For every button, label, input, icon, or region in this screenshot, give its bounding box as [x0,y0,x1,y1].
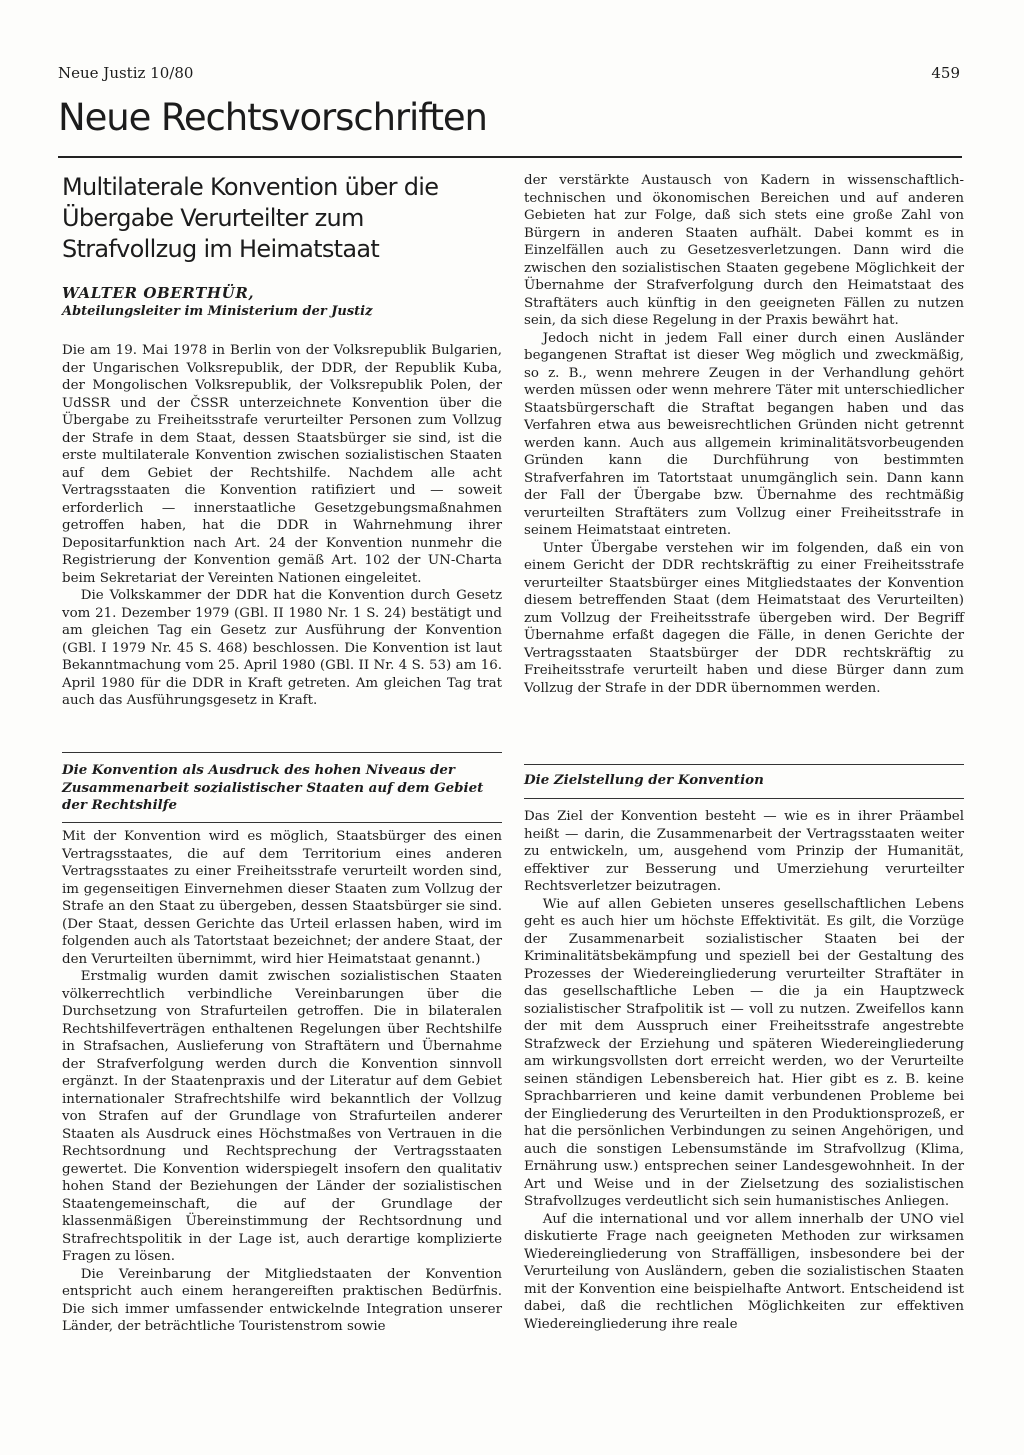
paragraph: Erstmalig wurden damit zwischen sozialistischen Staaten völkerrechtlich verbindliche Vereinbarungen über die Durchsetzung von Strafurteilen getroffen. Die in bilateralen Rechtshilfeverträgen enthaltenen Regelungen über Rechtshilfe in Strafsachen, Auslieferung von Straftätern und Übernahme der Strafverfolgung werden durch die Konvention sinnvoll ergänzt. In der Staatenpraxis und der Literatur auf dem Gebiet internationaler Strafrechtshilfe wird bekanntlich der Vollzug von Strafen auf der Grundlage von Strafurteilen anderer Staaten als Ausdruck eines Höchstmaßes von Vertrauen in die Rechtsordnung und Rechtsprechung der Vertragsstaaten gewertet. Die Konvention widerspiegelt insofern den qualitativ hohen Stand der Beziehungen der Länder der sozialistischen Staatengemeinschaft, die auf der Grundlage der klassenmäßigen Übereinstimmung der Rechtsordnung und Strafrechtspolitik in der Lage ist, auch derartige komplizierte Fragen zu lösen. [62,969,502,1264]
left-body [62,828,502,1336]
running-header: Neue Justiz 10/80 [58,64,194,82]
right-top [524,172,964,697]
section-rule [58,156,962,158]
right-body [524,808,964,1333]
paragraph: Die Vereinbarung der Mitgliedstaaten der Konvention entspricht auch einem herangereiften praktischen Bedürfnis. Die sich immer umfassender entwickelnde Integration unserer Länder, der beträchtliche Touristenstrom sowie [62,1266,502,1334]
page-number: 459 [931,64,960,82]
paragraph: der verstärkte Austausch von Kadern in wissenschaftlich-technischen und ökonomischen Bereichen und auf anderen Gebieten hat zur Folge, daß sich stets eine große Zahl von Bürgern in anderen Staaten aufhält. Dabei kommt es in Einzelfällen auch zu Gesetzesverletzungen. Dann wird die zwischen den sozialistischen Staaten gegebene Möglichkeit der Übernahme der Strafverfolgung durch den Heimatstaat des Straftäters auch künftig in den geeigneten Fällen zu nutzen sein, da sich diese Regelung in der Praxis bewährt hat. [524,173,964,328]
left-subheading: Die Konvention als Ausdruck des hohen Niveaus der Zusammenarbeit sozialistischer Staaten auf dem Gebiet der Rechtshilfe [62,762,484,813]
paragraph: Jedoch nicht in jedem Fall einer durch einen Ausländer begangenen Straftat ist dieser Weg möglich und zweckmäßig, so z. B., wenn mehrere Zeugen in der Verhandlung gehört werden müssen oder wenn mehrere Täter mit unterschiedlicher Staatsbürgerschaft die Straftat begangen haben und das Verfahren etwa aus beweisrechtlichen Gründen nicht getrennt werden kann. Auch aus allgemein kriminalitätsvorbeugenden Gründen kann die Durchführung von bestimmten Strafverfahren im Tatortstaat unumgänglich sein. Dann kann der Fall der Übergabe bzw. Übernahme des rechtmäßig verurteilten Straftäters zum Vollzug einer Freiheitsstrafe in seinem Heimatstaat eintreten. [524,330,964,538]
paragraph: Die Volkskammer der DDR hat die Konvention durch Gesetz vom 21. Dezember 1979 (GBl. II 1980 Nr. 1 S. 24) bestätigt und am gleichen Tag ein Gesetz zur Ausführung der Konvention (GBl. I 1979 Nr. 45 S. 468) beschlossen. Die Konvention ist laut Bekanntmachung vom 25. April 1980 (GBl. II Nr. 4 S. 53) am 16. April 1980 für die DDR in Kraft getreten. Am gleichen Tag trat auch das Ausführungsgesetz in Kraft. [62,588,502,708]
article-title: Multilaterale Konvention über die Übergabe Verurteilter zum Strafvollzug im Heimatstaat [62,173,439,263]
author-role: Abteilungsleiter im Ministerium der Justiz [62,304,373,319]
paragraph: Wie auf allen Gebieten unseres gesellschaftlichen Lebens geht es auch hier um höchste Effektivität. Es gilt, die Vorzüge der Zusammenarbeit sozialistischer Staaten bei der Kriminalitätsbekämpfung und speziell bei der Gestaltung des Prozesses der Wiedereingliederung verurteilter Straftäter in das gesellschaftliche Leben — die ja ein Hauptzweck sozialistischer Strafpolitik ist — voll zu nutzen. Zweifellos kann der mit dem Ausspruch einer Freiheitsstrafe angestrebte Strafzweck der Erziehung und späteren Wiedereingliederung am wirkungsvollsten dort erreicht werden, wo der Verurteilte seinen ständigen Lebensbereich hat. Hier gibt es z. B. keine Sprachbarrieren und keine damit verbundenen Probleme bei der Eingliederung des Verurteilten in den Produktionsprozeß, er hat die persönlichen Verbindungen zu seinen Angehörigen, und auch die sonstigen Lebensumstände im Strafvollzug (Klima, Ernährung usw.) entsprechen seiner Landesgewohnheit. In der Art und Weise und in der Zielsetzung des sozialistischen Strafvollzuges verdeutlicht sich sein humanistisches Anliegen. [524,896,964,1209]
paragraph: Unter Übergabe verstehen wir im folgenden, daß ein von einem Gericht der DDR rechtskräftig zu einer Freiheitsstrafe verurteilter Staatsbürger eines Mitgliedstaates der Konvention diesem betreffenden Staat (dem Heimatstaat des Verurteilten) zum Vollzug der Freiheitsstrafe übergeben wird. Der Begriff Übernahme erfaßt dagegen die Fälle, in denen Gerichte der Vertragsstaaten Staatsbürger der DDR rechtskräftig zu Freiheitsstrafe verurteilt haben und diese Bürger dann zum Vollzug der Strafe in der DDR übernommen werden. [524,540,964,696]
right-subheading: Die Zielstellung der Konvention [524,772,764,788]
subheading-rule [524,764,964,765]
section-title: Neue Rechtsvorschriften [58,96,487,139]
author-block [62,284,502,319]
subheading-rule [524,798,964,799]
subheading-rule [62,752,502,753]
paragraph: Mit der Konvention wird es möglich, Staatsbürger des einen Vertragsstaates, die auf dem Territorium eines anderen Vertragsstaates zu einer Freiheitsstrafe verurteilt worden sind, im gegenseitigen Einvernehmen dieser Staaten zum Vollzug der Strafe an den Staat zu übergeben, dessen Staatsbürger sie sind. (Der Staat, dessen Gerichte das Urteil erlassen haben, wird im folgenden auch als Tatortstaat bezeichnet; der andere Staat, der den Verurteilten übernimmt, wird hier Heimatstaat genannt.) [62,829,502,967]
paragraph: Auf die international und vor allem innerhalb der UNO viel diskutierte Frage nach geeigneten Methoden zur wirksamen Wiedereingliederung von Straffälligen, insbesondere bei der Verurteilung von Ausländern, geben die sozialistischen Staaten mit der Konvention eine beispielhafte Antwort. Entscheidend ist dabei, daß die rechtlichen Möglichkeiten zur effektiven Wiedereingliederung ihre reale [524,1211,964,1332]
author-name: WALTER OBERTHÜR, [62,284,255,302]
left-intro [62,342,502,710]
paragraph: Das Ziel der Konvention besteht — wie es in ihrer Präambel heißt — darin, die Zusammenarbeit der Vertragsstaaten weiter zu entwickeln, um, ausgehend vom Prinzip der Humanität, effektiver zur Besserung und Umerziehung verurteilter Rechtsverletzer beizutragen. [524,809,964,894]
subheading-rule [62,822,502,823]
paragraph: Die am 19. Mai 1978 in Berlin von der Volksrepublik Bulgarien, der Ungarischen Volksrepublik, der DDR, der Republik Kuba, der Mongolischen Volksrepublik, der Volksrepublik Polen, der UdSSR und der ČSSR unterzeichnete Konvention über die Übergabe zu Freiheitsstrafe verurteilter Personen zum Vollzug der Strafe in dem Staat, dessen Staatsbürger sie sind, ist die erste multilaterale Konvention zwischen sozialistischen Staaten auf dem Gebiet der Rechtshilfe. Nachdem alle acht Vertragsstaaten die Konvention ratifiziert und — soweit erforderlich — innerstaatliche Gesetzgebungsmaßnahmen getroffen haben, hat die DDR in Wahrnehmung ihrer Depositarfunktion nach Art. 24 der Konvention nunmehr die Registrierung der Konvention gemäß Art. 102 der UN-Charta beim Sekretariat der Vereinten Nationen eingeleitet. [62,343,502,586]
